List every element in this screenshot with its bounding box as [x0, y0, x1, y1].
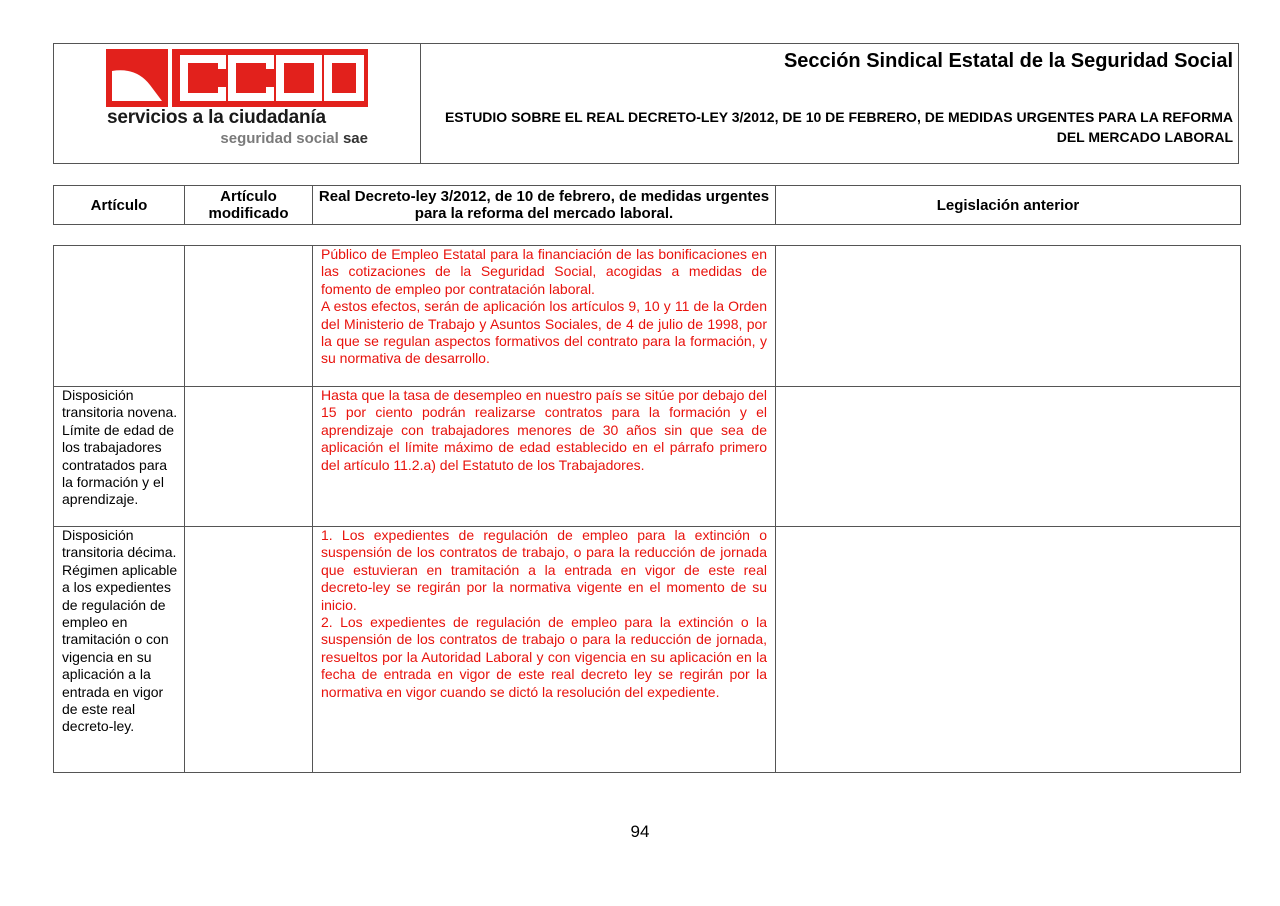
col-header-real-decreto: Real Decreto-ley 3/2012, de 10 de febrero, de medidas urgentes para la reforma del mercado laboral. — [313, 186, 776, 225]
column-header-row — [54, 186, 1241, 225]
logo-tagline: servicios a la ciudadanía — [107, 107, 326, 128]
table-row — [54, 387, 1241, 527]
cell-modificado — [185, 527, 313, 773]
cell-real-decreto: Hasta que la tasa de desempleo en nuestro país se sitúe por debajo del 15 por ciento podrán realizarse contratos para la formación y el aprendizaje con trabajadores menores de 30 años sin que sea de aplicación el límite máximo de edad establecido en el párrafo primero del artículo 11.2.a) del Estatuto de los Trabajadores. — [313, 387, 776, 527]
page-number: 94 — [630, 822, 650, 841]
cell-articulo: Disposición transitoria décima. Régimen aplicable a los expedientes de regulación de empleo en tramitación o con vigencia en su aplicación a la entrada en vigor de este real decreto-ley. — [54, 527, 185, 773]
cell-legislacion-anterior — [776, 387, 1241, 527]
content-table — [53, 245, 1241, 773]
cell-articulo — [54, 246, 185, 387]
cell-articulo: Disposición transitoria novena. Límite de edad de los trabajadores contratados para la formación y el aprendizaje. — [54, 387, 185, 527]
table-row — [54, 527, 1241, 773]
cell-legislacion-anterior — [776, 527, 1241, 773]
cell-modificado — [185, 246, 313, 387]
table-row — [54, 246, 1241, 387]
ccoo-logo — [106, 49, 368, 107]
logo-subtitle: seguridad social sae — [220, 130, 368, 147]
col-header-articulo-modificado: Artículo modificado — [185, 186, 313, 225]
cell-real-decreto: 1. Los expedientes de regulación de empleo para la extinción o suspensión de los contratos de trabajo, o para la reducción de jornada que estuvieran en tramitación a la entrada en vigor de este real decreto-ley se regirán por la normativa vigente en el momento de su inicio. 2. Los expedientes de regulación de empleo para la extinción o la suspensión de los contratos de trabajo o para la reducción de jornada, resueltos por la Autoridad Laboral y con vigencia en su aplicación en la fecha de entrada en vigor de este real decreto ley se regirán por la normativa en vigor cuando se dictó la resolución del expediente. — [313, 527, 776, 773]
column-header-table — [53, 185, 1241, 225]
col-header-legislacion-anterior: Legislación anterior — [776, 186, 1241, 225]
logo-cell — [54, 44, 421, 163]
cell-legislacion-anterior — [776, 246, 1241, 387]
document-header — [53, 43, 1239, 164]
document-subtitle: ESTUDIO SOBRE EL REAL DECRETO-LEY 3/2012, DE 10 DE FEBRERO, DE MEDIDAS URGENTES PARA LA REFORMA DEL MERCADO LABORAL — [444, 109, 1233, 145]
document-title: Sección Sindical Estatal de la Seguridad Social — [783, 50, 1233, 72]
cell-modificado — [185, 387, 313, 527]
cell-real-decreto: Público de Empleo Estatal para la financiación de las bonificaciones en las cotizaciones de la Seguridad Social, acogidas a medidas de fomento de empleo por contratación laboral. A estos efectos, serán de aplicación los artículos 9, 10 y 11 de la Orden del Ministerio de Trabajo y Asuntos Sociales, de 4 de julio de 1998, por la que se regulan aspectos formativos del contrato para la formación, y su normativa de desarrollo. — [313, 246, 776, 387]
col-header-articulo: Artículo — [54, 186, 185, 225]
